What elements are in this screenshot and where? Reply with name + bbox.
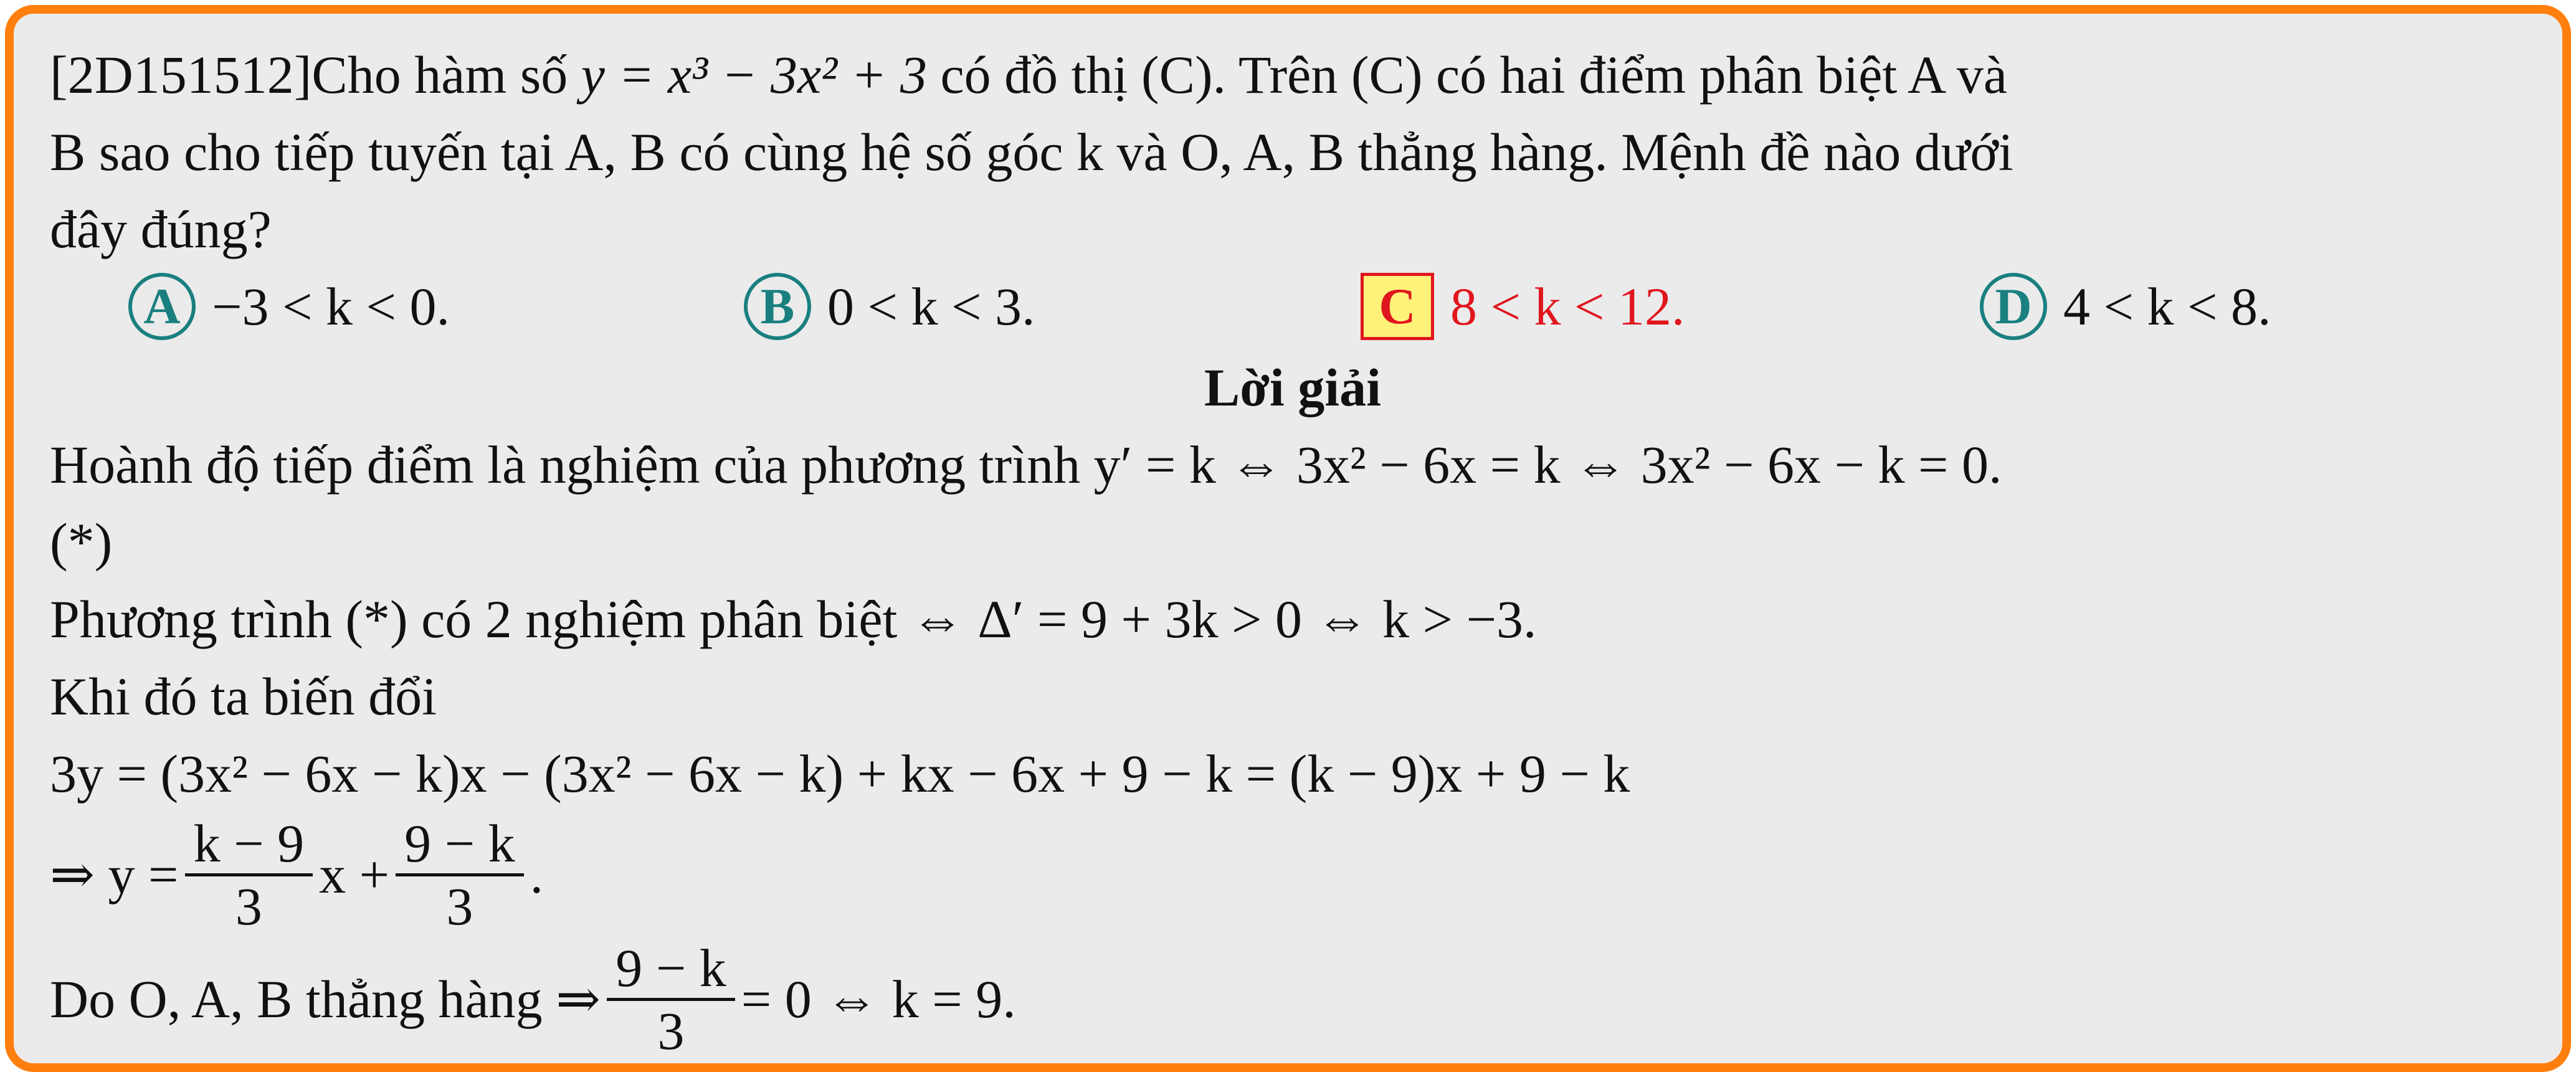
- option-a-badge: A: [128, 273, 196, 340]
- fraction-2: [396, 813, 524, 936]
- option-d-badge: D: [1980, 273, 2047, 340]
- option-b-text: 0 < k < 3.: [827, 277, 1035, 336]
- question-line-3: đây đúng?: [50, 199, 272, 259]
- step5-mid: x +: [319, 845, 390, 904]
- question-line-1: [50, 36, 2536, 113]
- fraction-1: [185, 813, 313, 936]
- fraction-1-numerator: k − 9: [185, 813, 313, 876]
- problem-content: [50, 36, 2536, 1061]
- step5-suffix: .: [530, 845, 544, 904]
- solution-step-6: [50, 937, 2536, 1061]
- solution-step-1: Hoành độ tiếp điểm là nghiệm của phương trình y′ = k ⇔ 3x² − 6x = k ⇔ 3x² − 6x − k = 0.: [50, 435, 2002, 495]
- option-a-text: −3 < k < 0.: [212, 277, 450, 336]
- option-d-text: 4 < k < 8.: [2063, 277, 2271, 336]
- solution-step-3: Khi đó ta biến đổi: [50, 666, 437, 726]
- question-text-mid: có đồ thị (C). Trên (C) có hai điểm phân biệt: [926, 45, 1908, 105]
- solution-step-5: [50, 812, 2536, 937]
- problem-card: [5, 5, 2571, 1072]
- step6-suffix: = 0 ⇔ k = 9.: [741, 969, 1016, 1029]
- fraction-3-numerator: 9 − k: [607, 938, 735, 1001]
- option-b[interactable]: [744, 268, 1035, 345]
- option-c[interactable]: [1361, 268, 1685, 345]
- fraction-2-denominator: 3: [446, 876, 473, 936]
- question-function: y = x³ − 3x² + 3: [581, 45, 927, 105]
- option-b-badge: B: [744, 273, 811, 340]
- option-c-text: 8 < k < 12.: [1450, 277, 1685, 336]
- step5-prefix: ⇒ y =: [50, 845, 179, 904]
- solution-heading: Lời giải: [1204, 358, 1382, 417]
- option-a[interactable]: [128, 268, 450, 345]
- question-text-prefix: Cho hàm số: [311, 45, 581, 105]
- step6-prefix: Do O, A, B thẳng hàng ⇒: [50, 969, 601, 1029]
- question-code: [2D151512]: [50, 45, 312, 105]
- option-c-badge-correct: C: [1361, 273, 1434, 340]
- answer-options: [50, 268, 2536, 349]
- fraction-3-denominator: 3: [657, 1000, 685, 1061]
- question-text-end: A và: [1908, 45, 2008, 105]
- solution-step-2: Phương trình (*) có 2 nghiệm phân biệt ⇔ Δ′ = 9 + 3k > 0 ⇔ k > −3.: [50, 589, 1537, 649]
- option-d[interactable]: [1980, 268, 2271, 345]
- fraction-3: [607, 938, 735, 1061]
- fraction-2-numerator: 9 − k: [396, 813, 524, 876]
- question-line-2: B sao cho tiếp tuyến tại A, B có cùng hệ số góc k và O, A, B thẳng hàng. Mệnh đề nào dưới: [50, 122, 2013, 182]
- solution-step-4: 3y = (3x² − 6x − k)x − (3x² − 6x − k) + kx − 6x + 9 − k = (k − 9)x + 9 − k: [50, 744, 1630, 804]
- fraction-1-denominator: 3: [235, 876, 262, 936]
- solution-step-1-tag: (*): [50, 512, 113, 572]
